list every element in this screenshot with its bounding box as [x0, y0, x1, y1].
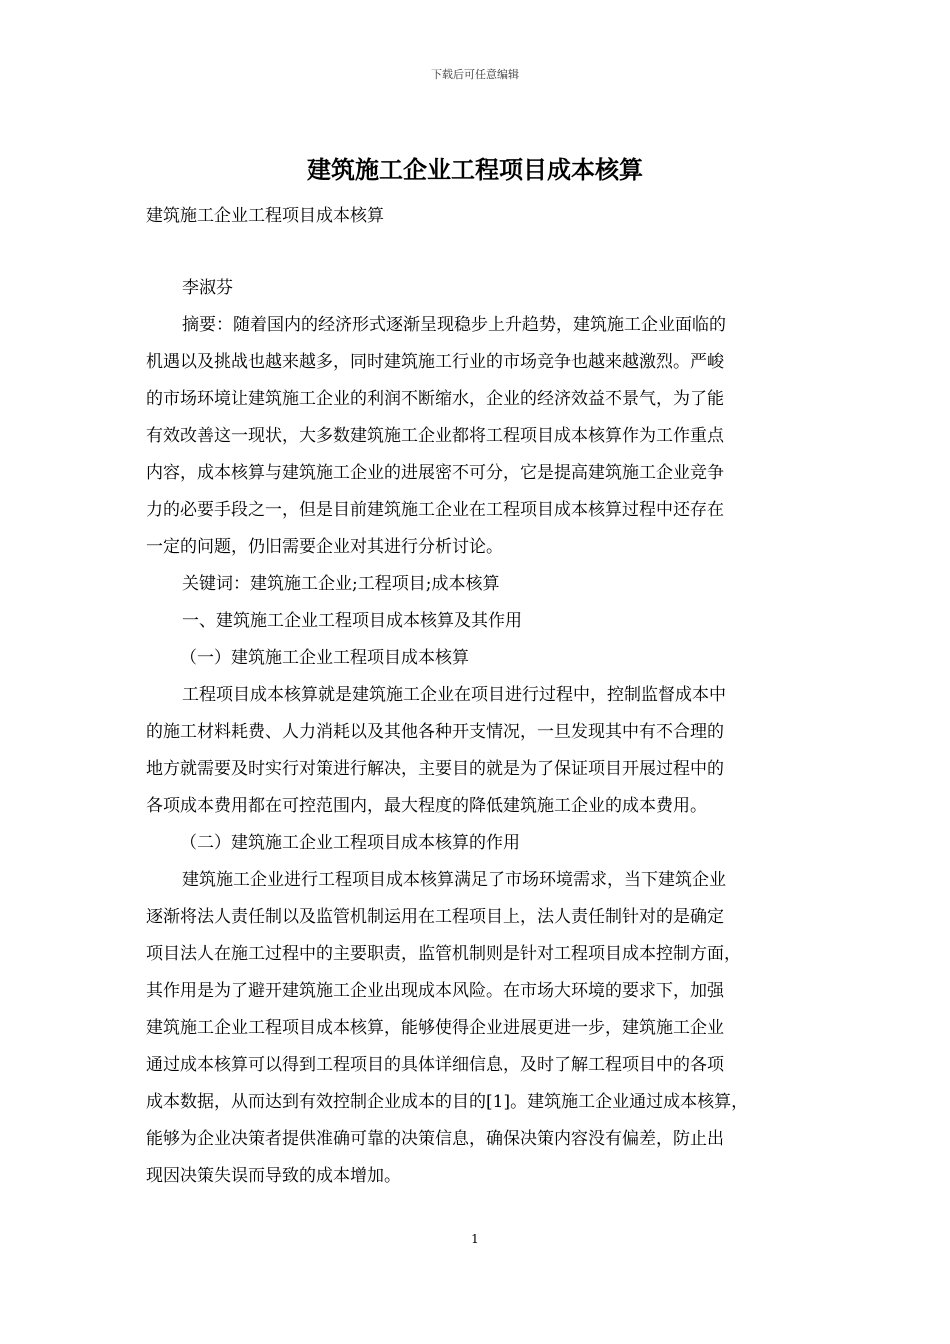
paragraph-line: 现因决策失误而导致的成本增加。 [146, 1166, 401, 1186]
header-note: 下载后可任意编辑 [431, 68, 519, 81]
document-title: 建筑施工企业工程项目成本核算 [307, 155, 643, 184]
abstract-line: 机遇以及挑战也越来越多，同时建筑施工行业的市场竞争也越来越激烈。严峻 [146, 352, 724, 372]
paragraph-line: 通过成本核算可以得到工程项目的具体详细信息，及时了解工程项目中的各项 [146, 1055, 724, 1075]
paragraph-line: 逐渐将法人责任制以及监管机制运用在工程项目上，法人责任制针对的是确定 [146, 907, 724, 927]
abstract-line: 摘要：随着国内的经济形式逐渐呈现稳步上升趋势，建筑施工企业面临的 [182, 315, 726, 335]
paragraph-line: 工程项目成本核算就是建筑施工企业在项目进行过程中，控制监督成本中 [182, 685, 726, 705]
author-name: 李淑芬 [182, 278, 233, 298]
page-number: 1 [471, 1232, 479, 1246]
abstract-line: 有效改善这一现状，大多数建筑施工企业都将工程项目成本核算作为工作重点 [146, 426, 724, 446]
abstract-line: 内容，成本核算与建筑施工企业的进展密不可分，它是提高建筑施工企业竞争 [146, 463, 724, 483]
paragraph-line: 能够为企业决策者提供准确可靠的决策信息，确保决策内容没有偏差，防止出 [146, 1129, 724, 1149]
document-subtitle: 建筑施工企业工程项目成本核算 [146, 206, 384, 226]
paragraph-line: 地方就需要及时实行对策进行解决，主要目的就是为了保证项目开展过程中的 [146, 759, 724, 779]
abstract-line: 力的必要手段之一，但是目前建筑施工企业在工程项目成本核算过程中还存在 [146, 500, 724, 520]
document-body [146, 270, 814, 1195]
paragraph-line: 其作用是为了避开建筑施工企业出现成本风险。在市场大环境的要求下，加强 [146, 981, 724, 1001]
paragraph-line: 成本数据，从而达到有效控制企业成本的目的[1]。建筑施工企业通过成本核算， [146, 1092, 749, 1112]
paragraph-line: 建筑施工企业进行工程项目成本核算满足了市场环境需求，当下建筑企业 [182, 870, 726, 890]
section-heading: 一、建筑施工企业工程项目成本核算及其作用 [182, 611, 522, 631]
abstract-line: 一定的问题，仍旧需要企业对其进行分析讨论。 [146, 537, 503, 557]
subsection-heading: （一）建筑施工企业工程项目成本核算 [180, 648, 469, 668]
paragraph-line: 建筑施工企业工程项目成本核算，能够使得企业进展更进一步，建筑施工企业 [146, 1018, 724, 1038]
abstract-line: 的市场环境让建筑施工企业的利润不断缩水，企业的经济效益不景气，为了能 [146, 389, 724, 409]
subsection-heading: （二）建筑施工企业工程项目成本核算的作用 [180, 833, 520, 853]
paragraph-line: 各项成本费用都在可控范围内，最大程度的降低建筑施工企业的成本费用。 [146, 796, 707, 816]
paragraph-line: 项目法人在施工过程中的主要职责，监管机制则是针对工程项目成本控制方面， [146, 944, 741, 964]
paragraph-line: 的施工材料耗费、人力消耗以及其他各种开支情况，一旦发现其中有不合理的 [146, 722, 724, 742]
keywords-line: 关键词：建筑施工企业;工程项目;成本核算 [182, 574, 500, 594]
